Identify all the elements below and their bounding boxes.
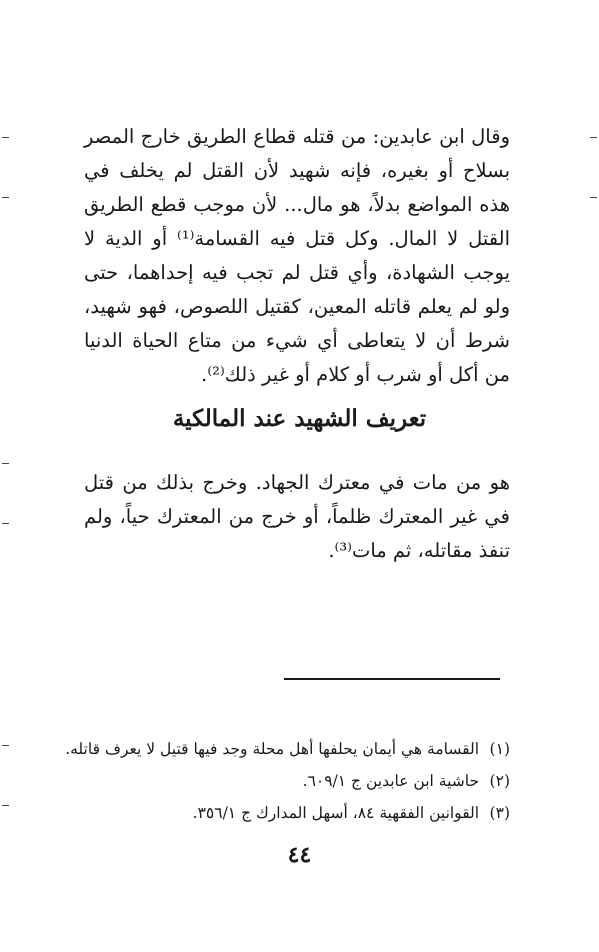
- body-paragraph-maliki-definition: هو من مات في معترك الجهاد. وخرج بذلك من قتل في غير المعترك ظلماً، أو خرج من المعترك حياً، ولم تنفذ مقاتله، ثم مات⁽³⁾.: [84, 471, 510, 562]
- footnote-number: (٣): [489, 804, 510, 822]
- scan-mark: [2, 137, 9, 138]
- footnote-text: القوانين الفقهية ٨٤، أسهل المدارك ج ٣٥٦/١.: [192, 804, 480, 822]
- scan-mark: [2, 197, 9, 198]
- footnote-item: [84, 765, 510, 797]
- scan-mark: [2, 463, 9, 464]
- scan-mark: [2, 805, 9, 806]
- footnote-text: القسامة هي أيمان يحلفها أهل محلة وجد فيها قتيل لا يعرف قاتله.: [65, 740, 480, 758]
- scan-mark: [2, 745, 9, 746]
- footnote-text: حاشية ابن عابدين ج ٦٠٩/١.: [302, 772, 480, 790]
- section-heading: تعريف الشهيد عند المالكية: [172, 405, 427, 432]
- footnotes: [65, 733, 510, 829]
- footnote-item: [84, 797, 510, 829]
- scan-mark: [2, 523, 9, 524]
- footnote-number: (١): [489, 740, 510, 758]
- page-number: ٤٤: [287, 842, 312, 868]
- footnote-separator: [284, 678, 500, 680]
- footnote-item: [65, 733, 510, 765]
- body-paragraph-ibn-abidin: وقال ابن عابدين: من قتله قطاع الطريق خارج المصر بسلاح أو بغيره، فإنه شهيد لأن القتل لم يخلف في هذه المواضع بدلاً، هو مال... لأن موجب قطع الطريق القتل لا المال. وكل قتل فيه القسامة⁽¹⁾ أو الدية لا يوجب الشهادة، وأي قتل لم تجب فيه إحداهما، حتى ولو لم يعلم قاتله المعين، كقتيل اللصوص، فهو شهيد، شرط أن لا يتعاطى أي شيء من متاع الحياة الدنيا من أكل أو شرب أو كلام أو غير ذلك⁽²⁾.: [84, 125, 510, 386]
- footnote-number: (٢): [489, 772, 510, 790]
- scan-mark: [590, 197, 597, 198]
- scan-mark: [590, 137, 597, 138]
